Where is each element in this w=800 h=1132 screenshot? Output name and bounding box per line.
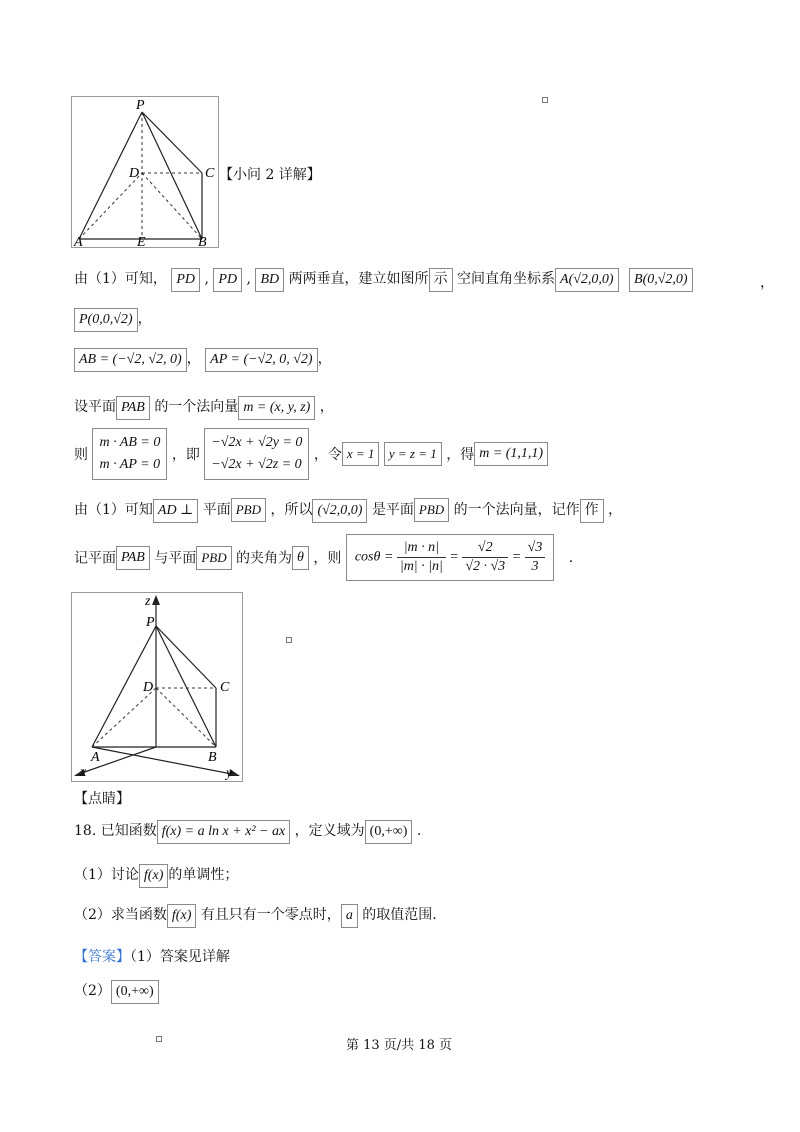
theta-box: θ: [292, 546, 309, 570]
line7-jiajiao: 的夹角为: [236, 550, 293, 567]
line6-shi: 是平面: [371, 502, 414, 518]
fraction-2-den: √2 · √3: [465, 559, 506, 574]
fraction-3-num: √3: [525, 539, 546, 558]
function-box: f(x) = a ln x + x² − ax: [157, 820, 291, 844]
line1-prefix: 由（1）可知，: [74, 271, 167, 287]
anchor-marker-2: [286, 637, 292, 643]
line7-end: .: [568, 549, 574, 566]
line1-comma: ，: [760, 275, 774, 291]
line3-end: ，: [317, 351, 332, 367]
part2-prefix: （2）求当函数: [74, 907, 167, 923]
vector-m-box: m = (x, y, z): [238, 396, 315, 420]
system-1-eq-b: m · AP = 0: [99, 457, 161, 472]
q18-num: 18. 已知函数: [74, 823, 157, 839]
equals-1: =: [449, 549, 459, 565]
plane-pab-box: PAB: [116, 396, 150, 420]
system-2-eq-a: −√2x + √2y = 0: [211, 435, 303, 450]
a-box: a: [341, 904, 358, 928]
vector-n-box: (√2,0,0): [312, 499, 367, 523]
line1-suffix: 空间直角坐标系: [457, 271, 556, 287]
line5-ji: ，即: [171, 447, 200, 463]
label-P: P: [136, 98, 145, 113]
coord-line-2: [74, 308, 152, 332]
line2-end: ，: [137, 311, 152, 327]
angle-line: [74, 534, 573, 581]
label-D: D: [129, 166, 140, 181]
dianjing-heading: 【点睛】: [74, 791, 130, 807]
label-P2: P: [146, 615, 155, 630]
domain-box: (0,+∞): [365, 820, 413, 844]
line1-mid: 两两垂直，建立如图所: [288, 271, 429, 287]
pab-box: PAB: [116, 546, 150, 570]
part1-suffix: 的单调性；: [168, 867, 239, 883]
system-1-box: [92, 428, 167, 480]
line3-sep: ，: [186, 351, 201, 367]
line6-plane-word: 平面: [202, 502, 231, 518]
point-b-box: B(0,√2,0): [629, 268, 693, 292]
line5-ling: ，令: [313, 447, 342, 463]
vector-line: [74, 348, 332, 372]
line6-suoyi: ，所以: [270, 502, 313, 518]
fraction-2: [462, 539, 508, 576]
system-2-eq-b: −√2x + √2z = 0: [211, 457, 302, 472]
ad-perp-box: AD ⊥: [153, 499, 198, 523]
pyramid-figure-2: [71, 592, 243, 782]
label-z: z: [145, 594, 151, 609]
fraction-1-num: |m · n|: [397, 539, 446, 558]
label-E: E: [137, 235, 146, 247]
question-part-1: [74, 864, 238, 888]
fraction-3-den: 3: [531, 559, 539, 574]
plane-pbd-line: [74, 498, 622, 523]
pbd-box-3: PBD: [196, 546, 231, 570]
part1-prefix: （1）讨论: [74, 867, 139, 883]
m-result-box: m = (1,1,1): [474, 442, 548, 466]
answer-tag: 【答案】: [74, 949, 130, 965]
q18-end: .: [416, 823, 422, 839]
x-equals-1-box: x = 1: [342, 442, 380, 466]
anchor-marker: [542, 97, 548, 103]
zuo-box: 作: [580, 499, 604, 523]
pd-box-2: PD: [213, 268, 242, 292]
system-1-eq-a: m · AB = 0: [99, 435, 161, 450]
answer-text: （1）答案见详解: [130, 949, 230, 965]
answer-line: [74, 946, 230, 966]
fraction-1-den: |m| · |n|: [399, 559, 443, 574]
fraction-2-num: √2: [462, 539, 508, 558]
label-A: A: [74, 235, 83, 247]
label-y: y: [226, 766, 233, 781]
pbd-box-2: PBD: [414, 498, 449, 522]
pbd-box-1: PBD: [231, 498, 266, 522]
label-D2: D: [143, 680, 154, 695]
label-A2: A: [91, 750, 100, 765]
fx-box-2: f(x): [167, 904, 196, 928]
anchor-marker-3: [156, 1036, 162, 1042]
label-B2: B: [208, 750, 217, 765]
question-18: [74, 820, 421, 844]
line6-end: ，: [608, 502, 623, 518]
answer-line-2: [74, 980, 159, 1004]
point-p-box: P(0,0,√2): [74, 308, 138, 332]
line7-yu: 与平面: [154, 550, 197, 567]
part2-mid: 有且只有一个零点时，: [200, 907, 341, 923]
part2-suffix: 的取值范围.: [362, 907, 437, 923]
coord-line-1: 由（1）可知， PD , PD , BD 两两垂直，建立如图所 示 空间直角坐标系 A(√2,0,0) B(0,√2,0): [74, 268, 693, 292]
point-a-box: A(√2,0,0): [555, 268, 619, 292]
shi-box: 示: [429, 268, 453, 292]
line6-mid: 的一个法向量，记作: [453, 502, 580, 518]
pyramid-figure-1: [71, 96, 219, 248]
equation-system-line: [74, 428, 548, 480]
vector-ap-box: AP = (−√2, 0, √2): [205, 348, 317, 372]
label-C: C: [205, 166, 215, 181]
subquestion-2-heading: 【小问 2 详解】: [219, 167, 321, 183]
answer-range-box: (0,+∞): [111, 980, 159, 1004]
fraction-1: [397, 539, 446, 576]
q18-mid: ，定义域为: [294, 823, 365, 839]
line4-end: ，: [319, 399, 334, 415]
pd-box-1: PD: [171, 268, 200, 292]
normal-vector-line: [74, 396, 334, 420]
page-footer: 第 13 页/共 18 页: [346, 1038, 452, 1053]
question-part-2: [74, 904, 437, 928]
line5-prefix: 则: [74, 447, 88, 463]
y-z-box: y = z = 1: [384, 442, 442, 466]
fx-box-1: f(x): [139, 864, 168, 888]
system-2-box: [204, 428, 309, 480]
cos-formula-box: [346, 534, 554, 581]
line7-prefix: 记平面: [74, 550, 116, 567]
label-x: x: [80, 765, 87, 780]
cos-lhs: cosθ =: [354, 549, 394, 565]
line6-prefix: 由（1）可知: [74, 502, 153, 518]
line4-prefix: 设平面: [74, 399, 116, 415]
label-C2: C: [220, 680, 230, 695]
fraction-3: [525, 539, 546, 576]
answer2-prefix: （2）: [74, 983, 111, 999]
equals-2: =: [511, 549, 522, 565]
line7-ze: ，则: [313, 550, 342, 567]
vector-ab-box: AB = (−√2, √2, 0): [74, 348, 187, 372]
line4-mid: 的一个法向量: [154, 399, 239, 415]
bd-box: BD: [255, 268, 284, 292]
label-B: B: [198, 235, 207, 247]
line5-de: ，得: [446, 447, 475, 463]
